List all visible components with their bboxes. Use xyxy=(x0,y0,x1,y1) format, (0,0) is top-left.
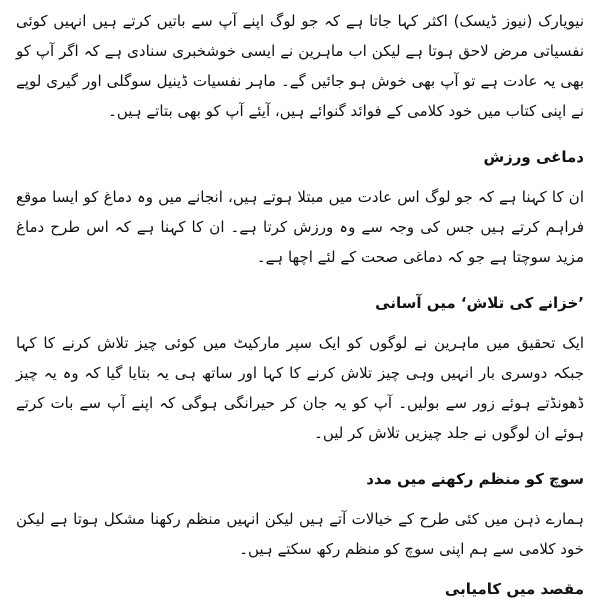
section-body-organized-thoughts: ہمارے ذہن میں کئی طرح کے خیالات آتے ہیں لیکن انہیں منظم رکھنا مشکل ہوتا ہے لیکن خود کلامی سے ہم اپنی سوچ کو منظم رکھ سکتے ہیں۔ xyxy=(16,510,584,558)
section-heading-organized-thoughts: سوچ کو منظم رکھنے میں مدد xyxy=(366,470,584,488)
section-heading-treasure-hunt: ’خزانے کی تلاش‘ میں آسانی xyxy=(375,294,584,312)
section-heading-brain-exercise: دماغی ورزش xyxy=(483,148,584,166)
section-heading-goal-success: مقصد میں کامیابی xyxy=(444,580,584,598)
intro-paragraph: نیویارک (نیوز ڈیسک) اکثر کہا جاتا ہے کہ جو لوگ اپنے آپ سے باتیں کرتے ہیں انہیں کوئی نفسیاتی مرض لاحق ہوتا ہے لیکن اب ماہرین نے ایسی خوشخبری سنادی ہے کہ اگر آپ کو بھی یہ عادت ہے تو آپ بھی خوش ہو جائیں گے۔ ماہر نفسیات ڈینیل سوگلی اور گیری لوپے نے اپنی کتاب میں خود کلامی کے فوائد گنوائے ہیں، آیئے آپ کو بھی بتاتے ہیں۔ xyxy=(16,12,584,120)
section-body-brain-exercise: ان کا کہنا ہے کہ جو لوگ اس عادت میں مبتلا ہوتے ہیں، انجانے میں وہ دماغ کو ایسا موقع فراہم کرتے ہیں جس کی وجہ سے وہ ورزش کرتا ہے۔ ان کا کہنا ہے کہ اس طرح دماغ مزید سوچتا ہے جو کہ دماغی صحت کے لئے اچھا ہے۔ xyxy=(16,188,584,266)
section-body-treasure-hunt: ایک تحقیق میں ماہرین نے لوگوں کو ایک سپر مارکیٹ میں کوئی چیز تلاش کرنے کا کہا جبکہ دوسری بار انہیں وہی چیز تلاش کرنے کا کہا اور ساتھ ہی یہ بتایا گیا کہ وہ یہ چیز ڈھونڈتے ہوئے زور سے بولیں۔ آپ کو یہ جان کر حیرانگی ہوگی کہ اپنے آپ سے بات کرتے ہوئے ان لوگوں نے جلد چیزیں تلاش کر لیں۔ xyxy=(16,334,584,442)
